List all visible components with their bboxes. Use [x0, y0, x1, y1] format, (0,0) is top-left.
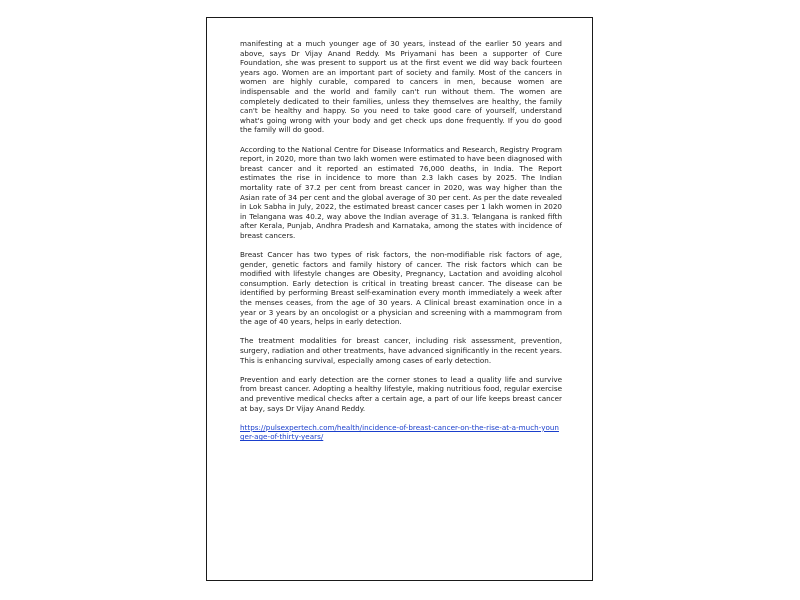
paragraph-3: Breast Cancer has two types of risk factors, the non-modifiable risk factors of age, gender, genetic factors and family history of cancer. The risk factors which can be modified with lifestyle changes are Obesity, Pregnancy, Lactation and avoiding alcohol consumption. Early detection is critical in treating breast cancer. The disease can be identified by performing Breast self-examination every month immediately a week after the menses ceases, from the age of 30 years. A Clinical breast examination once in a year or 3 years by an oncologist or a physician and screening with a mammogram from the age of 40 years, helps in early detection.: [240, 250, 562, 327]
page-content: [240, 39, 562, 442]
paragraph-2: According to the National Centre for Disease Informatics and Research, Registry Program report, in 2020, more than two lakh women were estimated to have been diagnosed with breast cancer and it reported an estimated 76,000 deaths, in India. The Report estimates the rise in incidence to more than 2.3 lakh cases by 2025. The Indian mortality rate of 37.2 per cent from breast cancer in 2020, was way higher than the Asian rate of 34 per cent and the global average of 30 per cent. As per the date revealed in Lok Sabha in July, 2022, the estimated breast cancer cases per 1 lakh women in 2020 in Telangana was 40.2, way above the Indian average of 31.3. Telangana is ranked fifth after Kerala, Punjab, Andhra Pradesh and Karnataka, among the states with incidence of breast cancers.: [240, 144, 562, 240]
document-page: [206, 17, 593, 581]
paragraph-5: Prevention and early detection are the corner stones to lead a quality life and survive from breast cancer. Adopting a healthy lifestyle, making nutritious food, regular exercise and preventive medical checks after a certain age, a part of our life keeps breast cancer at bay, says Dr Vijay Anand Reddy.: [240, 374, 562, 413]
paragraph-1: manifesting at a much younger age of 30 years, instead of the earlier 50 years and above, says Dr Vijay Anand Reddy. Ms Priyamani has been a supporter of Cure Foundation, she was present to support us at the first event we did way back fourteen years ago. Women are an important part of society and family. Most of the cancers in women are highly curable, compared to cancers in men, because women are indispensable and the world and family can't run without them. The women are completely dedicated to their families, unless they themselves are healthy, the family can't be healthy and happy. So you need to take good care of yourself, understand what's going wrong with your body and get check ups done frequently. If you do good the family will do good.: [240, 39, 562, 135]
source-link[interactable]: https://pulsexpertech.com/health/incidence-of-breast-cancer-on-the-rise-at-a-much-younger-age-of-thirty-years/: [240, 422, 559, 442]
paragraph-4: The treatment modalities for breast cancer, including risk assessment, prevention, surgery, radiation and other treatments, have advanced significantly in the recent years. This is enhancing survival, especially among cases of early detection.: [240, 336, 562, 365]
